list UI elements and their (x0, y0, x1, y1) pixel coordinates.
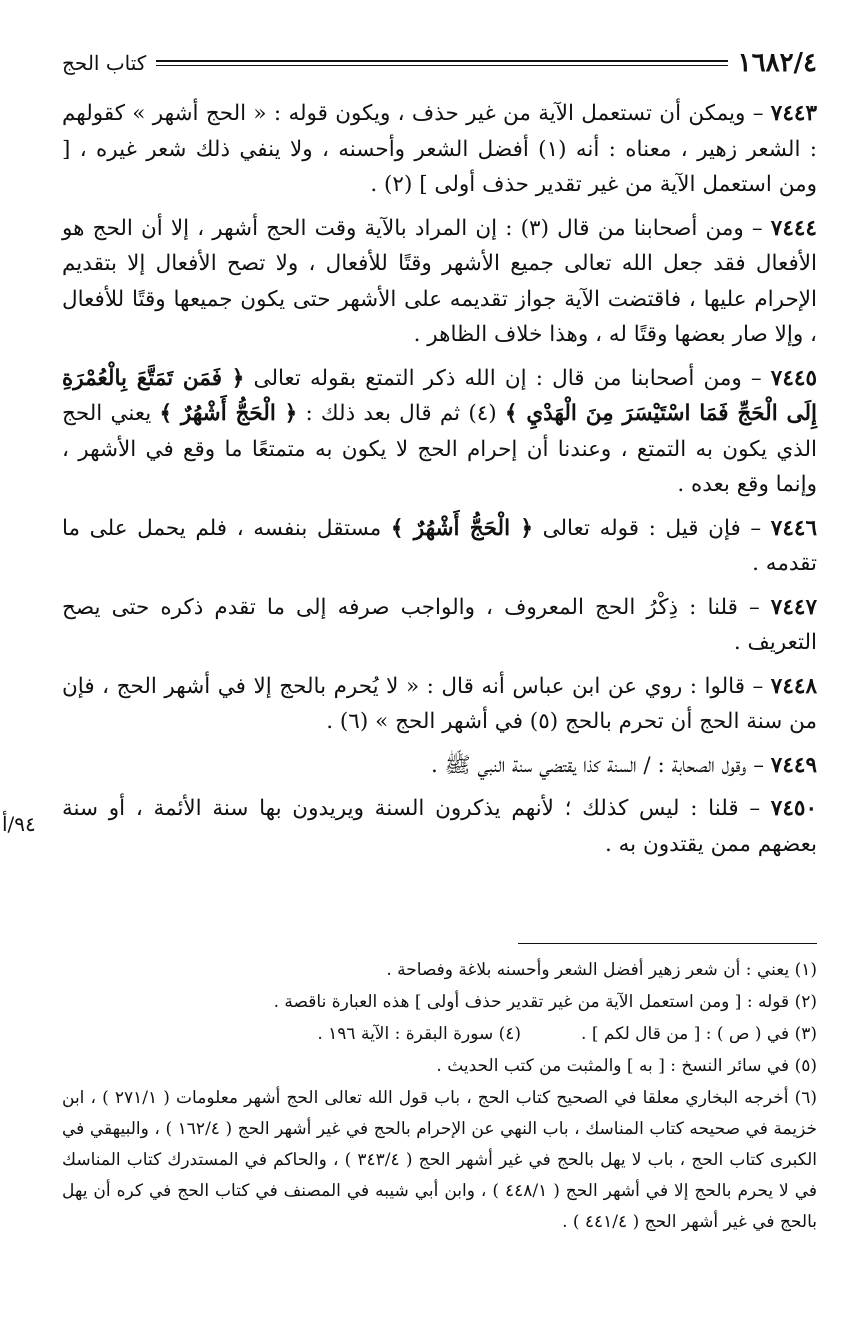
footnote-1: (١) يعني : أن شعر زهير أفضل الشعر وأحسنه بلاغة وفصاحة . (386, 960, 817, 980)
paragraph-text: يعني الحج الذي يكون به التمتع ، وعندنا أن إحرام الحج لا يكون به متمتعًا ما وقع في الأشهر ، وإنما وقع بعده . (62, 401, 817, 497)
paragraph-text: – ومن أصحابنا من قال : إن الله ذكر التمتع بقوله تعالى (244, 365, 771, 391)
quran-verse: ﴿ الْحَجُّ أَشْهُرٌ ﴾ (159, 401, 298, 426)
paragraph-number: ٧٤٤٨ (770, 673, 817, 699)
paragraph-text: – فإن قيل : قوله تعالى (532, 515, 771, 541)
paragraph-number: ٧٤٥٠ (770, 796, 817, 821)
quran-verse: ﴿ فَمَن تَمَتَّعَ بِالْعُمْرَةِ إِلَى الْحَجِّ فَمَا اسْتَيْسَرَ مِنَ الْهَدْيِ ﴾ (62, 365, 817, 426)
footnotes (62, 955, 817, 1239)
quran-verse: ﴿ الْحَجُّ أَشْهُرٌ ﴾ (390, 515, 533, 541)
paragraph-number: ٧٤٤٥ (770, 365, 817, 391)
paragraph-text: – قلنا : ذِكْرُ الحج المعروف ، والواجب صرفه إلى ما تقدم ذكره حتى يصح التعريف . (62, 594, 817, 655)
paragraph-7444 (62, 211, 817, 353)
main-text (62, 96, 817, 870)
paragraph-7448 (62, 669, 817, 740)
manuscript-folio-note: ٩٤/أ (2, 812, 36, 836)
page-number: ١٦٨٢/٤ (737, 48, 817, 78)
footnote-2: (٢) قوله : [ ومن استعمل الآية من غير تقدير حذف أولى ] هذه العبارة ناقصة . (273, 992, 817, 1012)
page-header (62, 46, 817, 80)
footnote-row (62, 1019, 817, 1051)
paragraph-7443 (62, 96, 817, 203)
paragraph-number: ٧٤٤٧ (770, 594, 817, 620)
footnote-5: (٥) في سائر النسخ : [ به ] والمثبت من كتب الحديث . (436, 1056, 817, 1076)
paragraph-number: ٧٤٤٩ (770, 752, 817, 778)
footnote-3: (٣) في ( ص ) : [ من قال لكم ] . (581, 1024, 817, 1044)
paragraph-number: ٧٤٤٤ (770, 215, 817, 241)
paragraph-text: – قلنا : ليس كذلك ؛ لأنهم يذكرون السنة ويريدون بها سنة الأئمة ، أو سنة بعضهم ممن يقتدون به . (62, 796, 817, 857)
paragraph-text: – قالوا : روي عن ابن عباس أنه قال : « لا يُحرم بالحج إلا في أشهر الحج ، فإن من سنة الحج أن تحرم بالحج (٥) في أشهر الحج » (٦) . (62, 673, 817, 734)
paragraph-7446 (62, 511, 817, 582)
paragraph-text: – وقول الصحابة : / السنة كذا يقتضي سنة النبي ﷺ . (431, 752, 771, 778)
footnote-6: (٦) أخرجه البخاري معلقا في الصحيح كتاب الحج ، باب قول الله تعالى الحج أشهر معلومات ( ٢٧١/١ ) ، ابن خزيمة في صحيحه كتاب المناسك ، باب النهي عن الإحرام بالحج في غير أشهر الحج ( ١٦٢/٤ ) ، والبيهقي في الكبرى كتاب الحج ، باب لا يهل بالحج في غير أشهر الحج ( ٣٤٣/٤ ) ، والحاكم في المستدرك كتاب المناسك في لا يحرم بالحج إلا في أشهر الحج ( ٤٤٨/١ ) ، وابن أبي شيبه في المصنف في كتاب الحج في كره أن يهل بالحج في غير أشهر الحج ( ٤٤١/٤ ) . (62, 1088, 818, 1232)
paragraph-number: ٧٤٤٦ (770, 515, 817, 541)
paragraph-7449 (62, 748, 817, 784)
book-title: كتاب الحج (62, 51, 147, 75)
header-rule (156, 60, 727, 66)
footnote-4: (٤) سورة البقرة : الآية ١٩٦ . (317, 1024, 522, 1044)
paragraph-7447 (62, 590, 817, 661)
paragraph-text: (٤) ثم قال بعد ذلك : (297, 401, 505, 426)
paragraph-7450 (62, 791, 817, 862)
paragraph-text: – ومن أصحابنا من قال (٣) : إن المراد بالآية وقت الحج أشهر ، إلا أن الحج هو الأفعال فقد جعل الله تعالى جميع الأشهر وقتًا للأفعال ، ولا تصح الأفعال إلا بتقديم الإحرام عليها ، فاقتضت الآية جواز تقديمه على الأشهر حتى يكون جميعها وقتًا للأفعال ، وإلا صار بعضها وقتًا له ، وهذا خلاف الظاهر . (62, 215, 817, 347)
footnote-divider (518, 943, 817, 944)
paragraph-text: – ويمكن أن تستعمل الآية من غير حذف ، ويكون قوله : « الحج أشهر » كقولهم : الشعر زهير ، معناه : أنه (١) أفضل الشعر وأحسنه ، ولا ينفي ذلك شعر غيره ، [ ومن استعمل الآية من غير تقدير حذف أولى ] (٢) . (62, 101, 817, 197)
paragraph-text: مستقل بنفسه ، فلم يحمل على ما تقدمه . (62, 515, 817, 576)
paragraph-7445 (62, 361, 817, 503)
paragraph-number: ٧٤٤٣ (770, 101, 817, 126)
